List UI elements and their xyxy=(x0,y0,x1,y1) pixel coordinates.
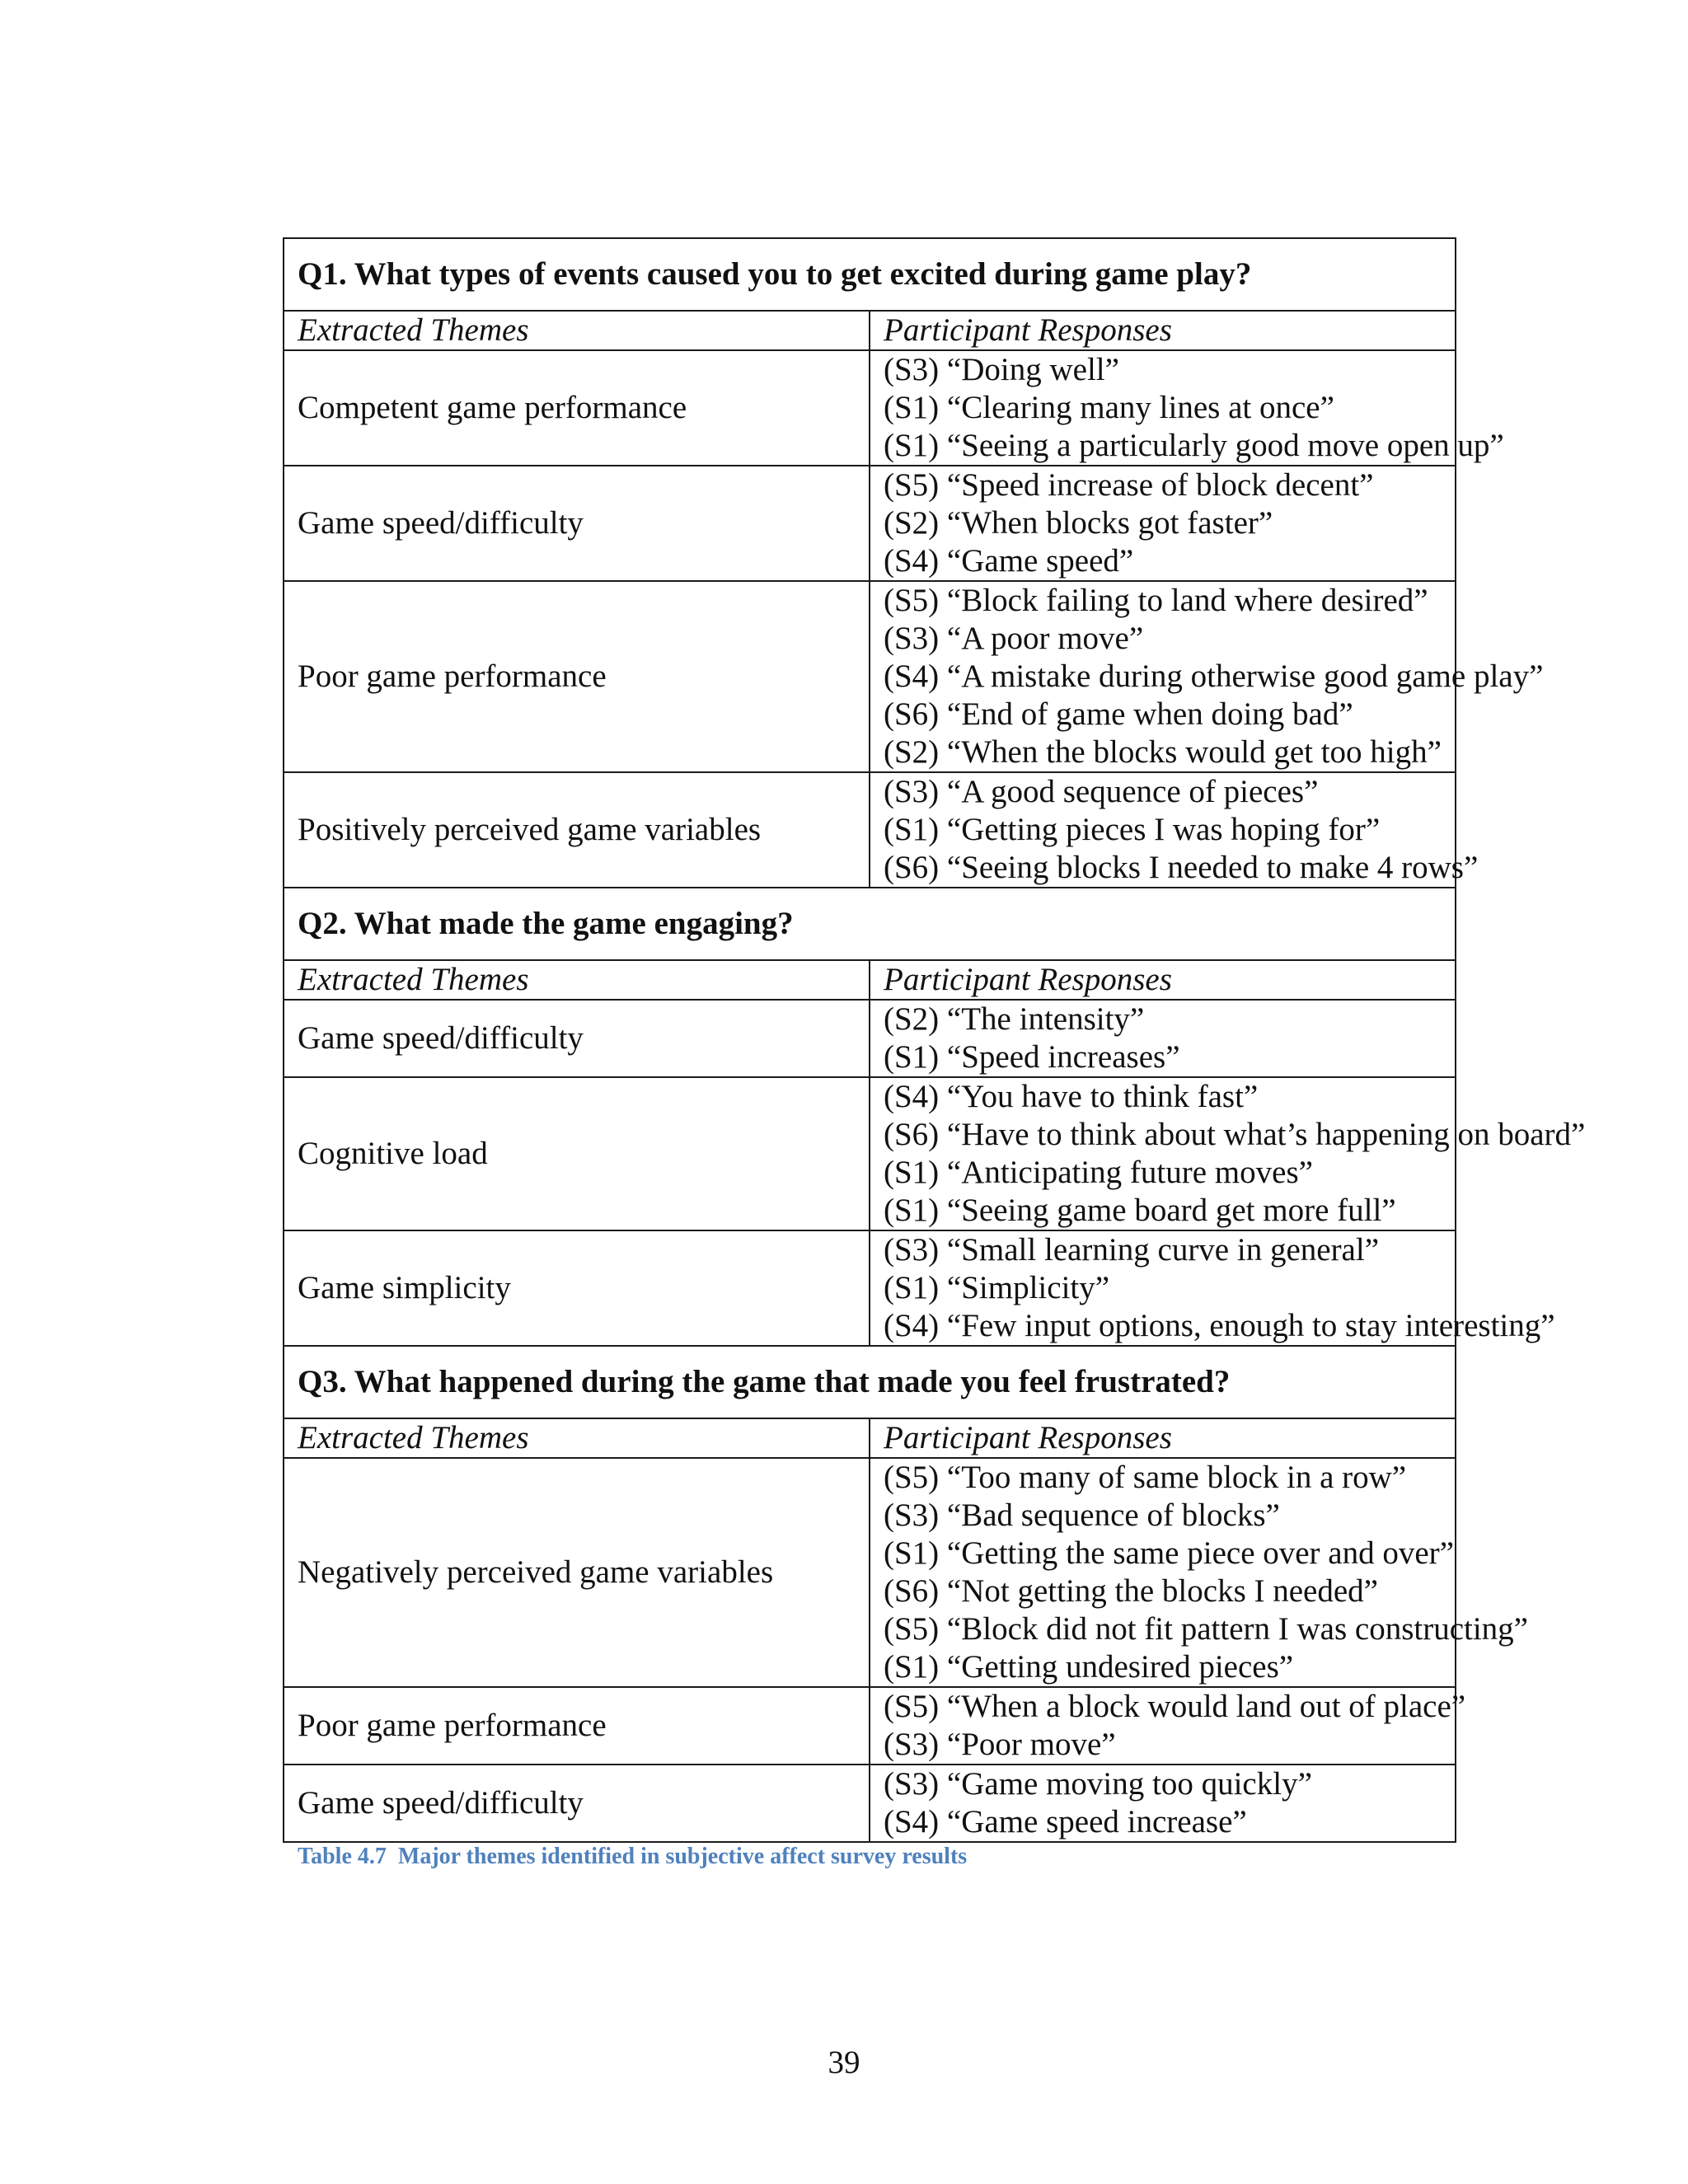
theme-label: Game speed/difficulty xyxy=(298,505,584,541)
page-number: 39 xyxy=(828,2045,860,2080)
participant-response: (S3) “Poor move” xyxy=(884,1727,1116,1762)
participant-response: (S1) “Getting the same piece over and over” xyxy=(884,1535,1454,1571)
theme-cell xyxy=(284,1077,870,1230)
theme-label: Poor game performance xyxy=(298,658,607,694)
survey-themes-table xyxy=(283,237,1586,1843)
participant-response: (S1) “Simplicity” xyxy=(884,1270,1110,1305)
participant-response: (S6) “Have to think about what’s happening on board” xyxy=(884,1117,1586,1152)
participant-response: (S1) “Getting pieces I was hoping for” xyxy=(884,812,1381,847)
participant-response: (S5) “When a block would land out of place” xyxy=(884,1689,1466,1724)
participant-response: (S4) “Game speed increase” xyxy=(884,1804,1247,1840)
responses-cell xyxy=(870,772,1479,888)
table-row xyxy=(284,772,1456,888)
participant-response: (S1) “Anticipating future moves” xyxy=(884,1155,1313,1190)
theme-cell xyxy=(284,1230,870,1346)
theme-label: Competent game performance xyxy=(298,390,687,425)
participant-responses-header: Participant Responses xyxy=(870,311,1456,350)
theme-cell xyxy=(284,581,870,772)
participant-responses-header: Participant Responses xyxy=(870,960,1456,1000)
participant-response: (S5) “Too many of same block in a row” xyxy=(884,1460,1407,1495)
theme-label: Poor game performance xyxy=(298,1708,607,1743)
participant-response: (S5) “Speed increase of block decent” xyxy=(884,467,1374,503)
column-header-row xyxy=(284,960,1456,1000)
participant-response: (S3) “Doing well” xyxy=(884,352,1119,387)
theme-label: Game simplicity xyxy=(298,1270,511,1305)
responses-cell xyxy=(870,350,1504,466)
extracted-themes-header: Extracted Themes xyxy=(284,1418,870,1458)
participant-response: (S3) “Game moving too quickly” xyxy=(884,1766,1312,1802)
table-row xyxy=(284,1230,1456,1346)
participant-response: (S5) “Block failing to land where desired” xyxy=(884,583,1428,618)
table-row xyxy=(284,581,1456,772)
table-caption: Table 4.7 Major themes identified in subjective affect survey results xyxy=(298,1844,968,1869)
theme-label: Negatively perceived game variables xyxy=(298,1554,774,1590)
question-row xyxy=(284,238,1456,311)
theme-label: Positively perceived game variables xyxy=(298,812,762,847)
participant-response: (S6) “Not getting the blocks I needed” xyxy=(884,1573,1378,1609)
participant-response: (S1) “Clearing many lines at once” xyxy=(884,390,1334,425)
participant-response: (S3) “A good sequence of pieces” xyxy=(884,774,1319,809)
participant-response: (S3) “Small learning curve in general” xyxy=(884,1232,1380,1268)
theme-label: Game speed/difficulty xyxy=(298,1785,584,1821)
theme-label: Game speed/difficulty xyxy=(298,1020,584,1056)
theme-cell xyxy=(284,466,870,581)
participant-response: (S2) “The intensity” xyxy=(884,1001,1145,1037)
question-heading: Q3. What happened during the game that made you feel frustrated? xyxy=(284,1346,1456,1418)
question-row xyxy=(284,888,1456,960)
responses-cell xyxy=(870,1458,1528,1687)
theme-cell xyxy=(284,1000,870,1077)
extracted-themes-header: Extracted Themes xyxy=(284,960,870,1000)
participant-response: (S5) “Block did not fit pattern I was constructing” xyxy=(884,1611,1528,1647)
responses-cell xyxy=(870,1000,1456,1077)
theme-cell xyxy=(284,350,870,466)
participant-response: (S1) “Getting undesired pieces” xyxy=(884,1649,1294,1685)
participant-response: (S3) “Bad sequence of blocks” xyxy=(884,1497,1280,1533)
responses-cell xyxy=(870,466,1456,581)
responses-cell xyxy=(870,1230,1555,1346)
question-row xyxy=(284,1346,1456,1418)
column-header-row xyxy=(284,1418,1456,1458)
participant-response: (S1) “Speed increases” xyxy=(884,1039,1180,1075)
responses-cell xyxy=(870,1687,1466,1765)
question-heading: Q2. What made the game engaging? xyxy=(284,888,1456,960)
table-row xyxy=(284,466,1456,581)
responses-cell xyxy=(870,1077,1586,1230)
participant-response: (S1) “Seeing a particularly good move open up” xyxy=(884,428,1504,463)
participant-response: (S4) “You have to think fast” xyxy=(884,1079,1259,1114)
table-row xyxy=(284,1000,1456,1077)
responses-cell xyxy=(870,1765,1456,1842)
table-row xyxy=(284,1687,1456,1765)
participant-response: (S3) “A poor move” xyxy=(884,621,1144,656)
theme-label: Cognitive load xyxy=(298,1136,488,1171)
survey-themes-table-body xyxy=(284,238,1586,1842)
responses-cell xyxy=(870,581,1544,772)
participant-response: (S2) “When the blocks would get too high” xyxy=(884,734,1442,770)
question-heading: Q1. What types of events caused you to get excited during game play? xyxy=(284,238,1456,311)
theme-cell xyxy=(284,1458,870,1687)
theme-cell xyxy=(284,1765,870,1842)
theme-cell xyxy=(284,772,870,888)
table-row xyxy=(284,1765,1456,1842)
theme-cell xyxy=(284,1687,870,1765)
table-row xyxy=(284,1458,1456,1687)
participant-response: (S4) “Game speed” xyxy=(884,543,1134,579)
table-row xyxy=(284,350,1456,466)
participant-response: (S4) “Few input options, enough to stay interesting” xyxy=(884,1308,1555,1343)
participant-response: (S6) “End of game when doing bad” xyxy=(884,696,1353,732)
participant-response: (S4) “A mistake during otherwise good game play” xyxy=(884,658,1544,694)
participant-response: (S2) “When blocks got faster” xyxy=(884,505,1273,541)
participant-response: (S6) “Seeing blocks I needed to make 4 rows” xyxy=(884,850,1479,885)
participant-responses-header: Participant Responses xyxy=(870,1418,1456,1458)
table-row xyxy=(284,1077,1456,1230)
column-header-row xyxy=(284,311,1456,350)
extracted-themes-header: Extracted Themes xyxy=(284,311,870,350)
participant-response: (S1) “Seeing game board get more full” xyxy=(884,1193,1396,1228)
